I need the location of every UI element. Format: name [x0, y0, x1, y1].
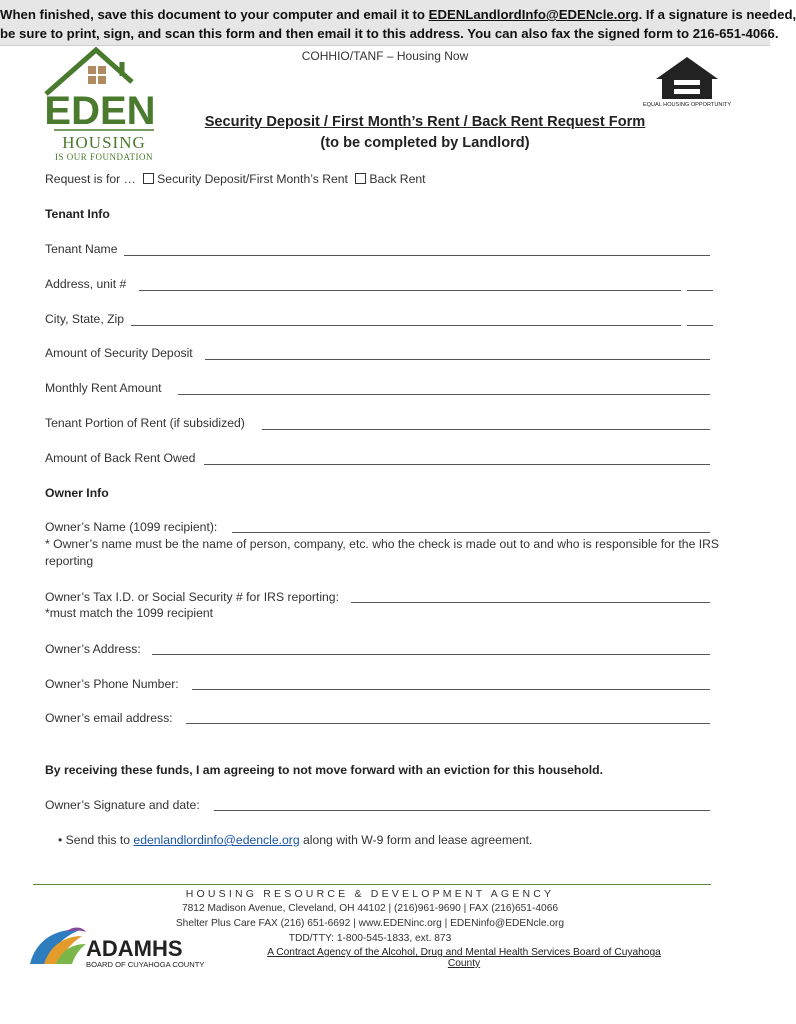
footer-agency: HOUSING RESOURCE & DEVELOPMENT AGENCY	[185, 888, 555, 900]
banner-email-link[interactable]: EDENLandlordInfo@EDENcle.org	[428, 7, 639, 22]
banner-text: When finished, save this document to your computer and email it to	[0, 7, 429, 22]
form-title-block	[192, 112, 658, 154]
send-text-post: along with W-9 form and lease agreement.	[299, 833, 533, 847]
back-rent-label: Amount of Back Rent Owed	[45, 451, 196, 465]
logo-sub: HOUSING	[62, 133, 146, 152]
security-deposit-option-label: Security Deposit/First Month’s Rent	[157, 172, 348, 186]
eho-text: EQUAL HOUSING OPPORTUNITY	[642, 102, 732, 108]
owner-name-field[interactable]	[232, 532, 710, 533]
footer-divider	[33, 884, 711, 885]
logo-name: EDEN	[44, 89, 156, 133]
eden-housing-logo	[42, 44, 158, 162]
owner-name-label: Owner’s Name (1099 recipient):	[45, 520, 218, 534]
form-subtitle: (to be completed by Landlord)	[320, 135, 530, 151]
monthly-rent-field[interactable]	[178, 394, 710, 395]
signature-field[interactable]	[214, 810, 710, 811]
signature-label: Owner’s Signature and date:	[45, 798, 200, 812]
equal-housing-opportunity-icon	[642, 55, 732, 113]
request-type-row	[45, 172, 426, 186]
back-rent-checkbox[interactable]	[355, 173, 366, 184]
bullet: •	[58, 833, 66, 847]
send-instruction	[58, 833, 532, 847]
monthly-rent-label: Monthly Rent Amount	[45, 381, 162, 395]
tenant-portion-label: Tenant Portion of Rent (if subsidized)	[45, 416, 245, 430]
back-rent-option-label: Back Rent	[369, 172, 426, 186]
footer-shelter: Shelter Plus Care FAX (216) 651-6692 | www.EDENinc.org | EDENinfo@EDENcle.org	[175, 918, 565, 929]
owner-info-heading: Owner Info	[45, 486, 109, 500]
footer-contract: A Contract Agency of the Alcohol, Drug and Mental Health Services Board of Cuyahoga County	[267, 947, 661, 969]
send-email-link[interactable]: edenlandlordinfo@edencle.org	[133, 833, 300, 847]
footer-tdd: TDD/TTY: 1-800-545-1833, ext. 873	[288, 933, 452, 944]
footer-address: 7812 Madison Avenue, Cleveland, OH 44102 | (216)961-9690 | FAX (216)651-4066	[181, 903, 559, 914]
owner-phone-field[interactable]	[192, 689, 710, 690]
tenant-name-label: Tenant Name	[45, 242, 118, 256]
adamhs-logo	[28, 922, 218, 970]
tenant-name-field[interactable]	[124, 255, 710, 256]
city-state-zip-field[interactable]	[131, 325, 681, 326]
address-label: Address, unit #	[45, 277, 127, 291]
owner-tax-label: Owner’s Tax I.D. or Social Security # for IRS reporting:	[45, 590, 339, 604]
owner-phone-label: Owner’s Phone Number:	[45, 677, 179, 691]
security-deposit-field[interactable]	[205, 359, 710, 360]
owner-name-note: * Owner’s name must be the name of person, company, etc. who the check is made out to and who is responsible for the IRS reporting	[45, 537, 720, 568]
security-deposit-label: Amount of Security Deposit	[45, 346, 193, 360]
owner-address-field[interactable]	[152, 654, 710, 655]
owner-tax-field[interactable]	[351, 602, 710, 603]
city-state-zip-label: City, State, Zip	[45, 312, 125, 326]
security-deposit-checkbox[interactable]	[143, 173, 154, 184]
owner-email-label: Owner’s email address:	[45, 711, 173, 725]
instruction-banner	[0, 0, 796, 46]
owner-address-label: Owner’s Address:	[45, 642, 141, 656]
logo-tagline: IS OUR FOUNDATION	[54, 152, 154, 162]
agreement-statement: By receiving these funds, I am agreeing to not move forward with an eviction for this household.	[45, 763, 604, 777]
banner-line-2: be sure to print, sign, and scan this form and then email it to this address. You can also fax the signed form to 216-651-4066.	[0, 26, 779, 41]
program-name: COHHIO/TANF – Housing Now	[301, 49, 469, 63]
zip-field[interactable]	[687, 325, 713, 326]
form-title: Security Deposit / First Month’s Rent / Back Rent Request Form	[204, 114, 646, 130]
adamhs-name: ADAMHS	[86, 936, 183, 961]
back-rent-field[interactable]	[204, 464, 710, 465]
tenant-info-heading: Tenant Info	[45, 207, 110, 221]
owner-tax-note: *must match the 1099 recipient	[45, 606, 214, 620]
send-text-pre: Send this to	[65, 833, 134, 847]
tenant-portion-field[interactable]	[262, 429, 710, 430]
request-prefix: Request is for …	[45, 172, 136, 186]
unit-field[interactable]	[687, 290, 713, 291]
address-field[interactable]	[139, 290, 681, 291]
owner-email-field[interactable]	[186, 723, 710, 724]
adamhs-sub: BOARD OF CUYAHOGA COUNTY	[86, 960, 205, 969]
banner-text-end: . If a signature is needed,	[638, 7, 796, 22]
